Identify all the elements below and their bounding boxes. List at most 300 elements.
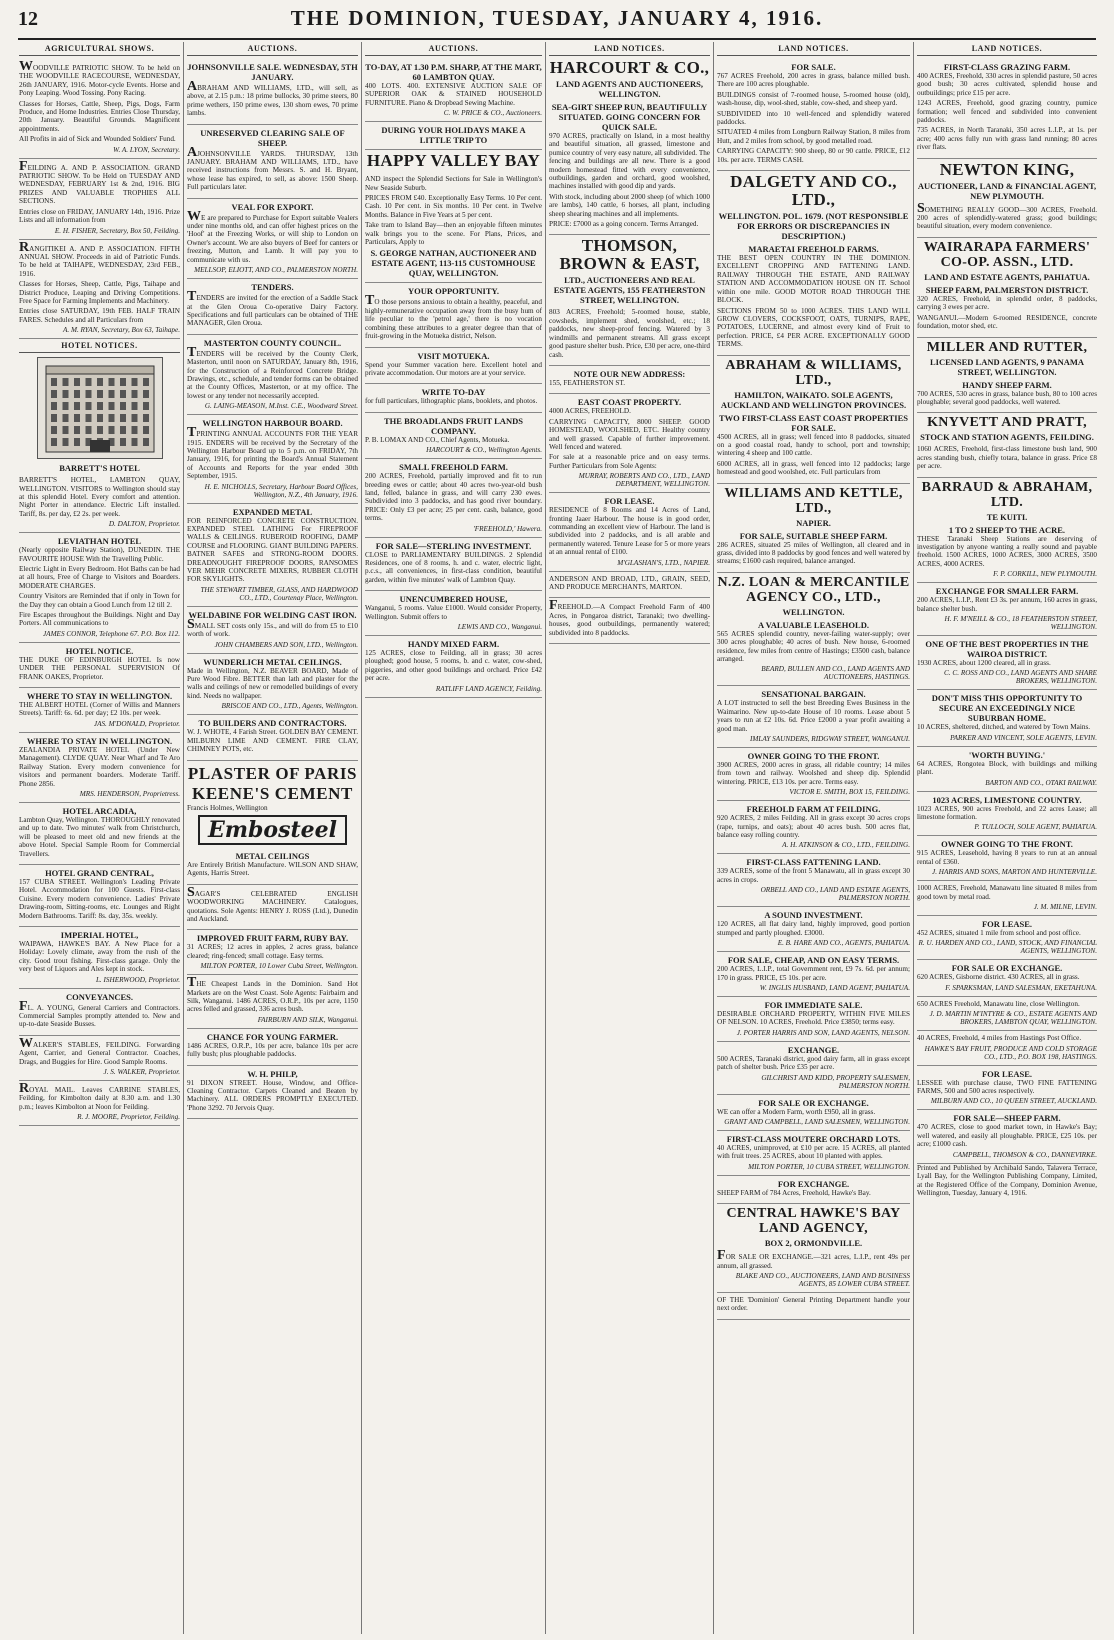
hotel-building-illustration bbox=[38, 358, 162, 458]
ad-paragraph bbox=[549, 418, 710, 452]
ad-body bbox=[917, 1034, 1097, 1042]
advertisement bbox=[187, 715, 358, 760]
column-auctions-2 bbox=[362, 42, 546, 1634]
ad-body bbox=[549, 575, 710, 592]
ad-body bbox=[19, 701, 180, 718]
ad-signature: H. F. M'NEILL & CO., 18 FEATHERSTON STREET, WELLINGTON. bbox=[944, 614, 1097, 631]
ad-signature: J. M. MILNE, LEVIN. bbox=[1033, 903, 1097, 912]
ad-paragraph bbox=[549, 575, 710, 592]
advertisement bbox=[19, 927, 180, 989]
advertiser-subtitle: STOCK AND STATION AGENTS, FEILDING. bbox=[920, 432, 1094, 443]
ad-title: FOR LEASE. bbox=[604, 496, 655, 507]
drop-cap: S bbox=[917, 200, 925, 216]
ad-body bbox=[19, 476, 180, 518]
ad-paragraph bbox=[19, 878, 180, 920]
ad-paragraph bbox=[187, 289, 358, 328]
ad-paragraph bbox=[19, 158, 180, 206]
drop-cap: A bbox=[187, 79, 198, 94]
advertisement bbox=[365, 283, 542, 347]
ad-body bbox=[365, 293, 542, 341]
advertisement bbox=[717, 241, 910, 355]
ad-title: HANDY SHEEP FARM. bbox=[962, 379, 1052, 390]
ad-text: 1060 ACRES, Freehold, first-class limestone bush land, 900 acres standing bush, chiefly totara, balance in grass. Price £8 per acre. bbox=[917, 445, 1097, 471]
brand-line: KEENE'S CEMENT bbox=[192, 783, 353, 803]
ad-title: SHEEP FARM, PALMERSTON DISTRICT. bbox=[925, 284, 1089, 295]
advertisement bbox=[917, 997, 1097, 1031]
ad-title: WUNDERLICH METAL CEILINGS. bbox=[203, 656, 342, 667]
ad-signature: S. GEORGE NATHAN, AUCTIONEER AND ESTATE AGENT, 113-115 CUSTOMHOUSE QUAY, WELLINGTON. bbox=[370, 248, 537, 279]
ad-text: Classes for Horses, Sheep, Cattle, Pigs, Taihape and District Produce, Leaping and Driving Competitions. Free Space for Farming Implements and Machinery. bbox=[19, 280, 180, 305]
ad-body bbox=[717, 72, 910, 164]
ad-text: 40 ACRES, Freehold, 4 miles from Hastings Post Office. bbox=[917, 1034, 1082, 1043]
ad-body bbox=[365, 361, 542, 378]
ad-text: 767 ACRES Freehold, 200 acres in grass, balance milled bush. There are 100 acres ploughable. bbox=[717, 72, 910, 89]
ad-paragraph bbox=[717, 965, 910, 982]
drop-cap: S bbox=[187, 884, 195, 900]
advertisement bbox=[717, 952, 910, 997]
ad-body bbox=[365, 604, 542, 621]
ad-body bbox=[187, 616, 358, 639]
ad-title: FOR LEASE. bbox=[981, 1068, 1033, 1079]
hotel-engraving bbox=[37, 357, 163, 459]
advertisement bbox=[717, 686, 910, 748]
ad-paragraph bbox=[917, 1079, 1097, 1096]
ad-title: EXCHANGE. bbox=[787, 1044, 840, 1055]
plaster-of-paris-brand bbox=[187, 764, 358, 812]
ad-body bbox=[717, 541, 910, 566]
advertisement bbox=[187, 1029, 358, 1066]
ad-text: Country Visitors are Reminded that if only in Town for the Day they can obtain a Good Lunch from 12 till 2. bbox=[19, 592, 180, 609]
drop-cap: F bbox=[19, 998, 28, 1014]
section-header: LAND NOTICES. bbox=[717, 42, 910, 56]
ad-text: 1243 ACRES, Freehold, good grazing country, pumice formation; well fenced and subdivided into convenient paddocks. bbox=[917, 99, 1097, 125]
advertisement bbox=[187, 504, 358, 607]
ad-text: With stock, including about 2000 sheep (of which 1000 are lambs), 140 cattle, 6 horses, all plant, including sheep shearing machines and all implements. bbox=[549, 192, 710, 218]
ad-text: THE BEST OPEN COUNTRY IN THE DOMINION. EXCELLENT CROPPING AND FATTENING LAND. RAILWAY THROUGH THE ESTATE, AND RAILWAY STATION AND ACCOMMODATION HOUSE ON IT. School within one mile. GOOD MOTOR ROAD THROUGH THE BLOCK. bbox=[717, 254, 910, 305]
advertisement bbox=[917, 747, 1097, 792]
ad-text: Classes for Horses, Cattle, Sheep, Pigs, Dogs, Farm Produce, and Home Industries. Entries Close Thursday, 20th January. Beautiful Grounds. Magnificent appointments. bbox=[19, 99, 180, 133]
ad-paragraph bbox=[917, 805, 1097, 822]
advertisement bbox=[917, 201, 1097, 238]
ad-paragraph bbox=[19, 59, 180, 98]
advertiser-subtitle: HAMILTON, WAIKATO. SOLE AGENTS, AUCKLAND AND WELLINGTON PROVINCES. bbox=[720, 389, 907, 410]
ad-text: O those persons anxious to obtain a healthy, peaceful, and highly-remunerative occupation away from the busy hum of life peculiar to the 'petrol age,' there is no vocation combining these attributes to a greater degree than that of fruit-growing in the Motueka district, Nelson. bbox=[365, 298, 542, 341]
ad-body bbox=[917, 805, 1097, 822]
ad-paragraph bbox=[187, 1079, 358, 1113]
ad-signature: E. H. FISHER, Secretary, Box 50, Feilding. bbox=[54, 226, 180, 235]
ad-text: MALL SET costs only 15s., and will do from £5 to £10 worth of work. bbox=[187, 621, 358, 639]
advertisement bbox=[187, 335, 358, 415]
ad-text: 4500 ACRES, all in grass; well fenced into 8 paddocks, situated on a good coastal road, handy to school, port and township; wintering 4 sheep and 100 cattle. bbox=[717, 432, 910, 458]
ad-body bbox=[917, 884, 1097, 901]
ad-title: TO BUILDERS AND CONTRACTORS. bbox=[198, 718, 347, 729]
advertiser-subtitle: WELLINGTON. POL. 1679. (NOT RESPONSIBLE FOR ERRORS OR DISCREPANCIES IN DESCRIPTION.) bbox=[718, 211, 909, 242]
ad-text: PRICES FROM £40. Exceptionally Easy Terms. 10 Per cent. Cash. 10 Per cent. in Six months. 10 Per cent. in Twelve Months. Balance in Five Years at 5 per cent. bbox=[365, 194, 542, 219]
ad-signature: D. DALTON, Proprietor. bbox=[108, 520, 180, 529]
ad-paragraph bbox=[717, 128, 910, 145]
ad-title: VEAL FOR EXPORT. bbox=[231, 201, 314, 212]
ad-paragraph bbox=[917, 723, 1097, 731]
ad-text: Entries close SATURDAY, 19th FEB. HALF TRAIN FARES. Schedules and all Particulars from bbox=[19, 307, 180, 324]
advertisement bbox=[717, 801, 910, 854]
ad-text: 157 CUBA STREET. Wellington's Leading Private Hotel. Accommodation for 100 Guests. First-class Cuisine. Every modern convenience. Ladies' Private Drawing-room, Sitting-rooms, etc. Lounges and Right Modern Bathrooms. Tariff: 8s. day, 35s. weekly. bbox=[19, 877, 180, 920]
advertisement bbox=[187, 279, 358, 335]
ad-paragraph bbox=[187, 144, 358, 192]
ad-body bbox=[365, 649, 542, 683]
ad-text: 620 ACRES, Gisborne district. 430 ACRES, all in grass. bbox=[917, 973, 1080, 982]
ad-text: ANGITIKEI A. AND P. ASSOCIATION. FIFTH ANNUAL SHOW. Proceeds in aid of Patriotic Funds. To be held at TAIHAPE, WEDNESDAY, 23rd FEB., 1916. bbox=[19, 244, 180, 278]
ad-paragraph bbox=[717, 1108, 910, 1116]
ad-paragraph bbox=[187, 616, 358, 639]
ad-body bbox=[717, 920, 910, 937]
advertisement bbox=[717, 1293, 910, 1320]
advertisement bbox=[187, 848, 358, 885]
ad-text: 565 ACRES splendid country, never-failing water-supply; over 300 acres ploughable; 40 acres of bush. New house, 6-roomed residence, few miles from centre of Hastings; £3500 cash, balance arranged. bbox=[717, 629, 910, 663]
ad-text: Are Entirely British Manufacture. WILSON AND SHAW, Agents, Harris Street. bbox=[187, 860, 358, 878]
column-land-notices-3 bbox=[914, 42, 1100, 1634]
ad-text: 1930 ACRES, about 1200 cleared, all in grass. bbox=[917, 658, 1051, 667]
ad-paragraph bbox=[917, 1034, 1097, 1042]
ad-title: DON'T MISS THIS OPPORTUNITY TO SECURE AN EXCEEDINGLY NICE SUBURBAN HOME. bbox=[931, 693, 1083, 724]
ad-text: PRINTING ANNUAL ACCOUNTS FOR THE YEAR 1915. ENDERS will be received by the Secretary of the Wellington Harbour Board up to 5 p.m. on FRIDAY, 7th January, 1916, for printing the Board's Annual Statement of Accounts and Reports for the year ended 30th September, 1915. bbox=[187, 430, 358, 481]
drop-cap: F bbox=[549, 598, 558, 614]
ad-signature: HAWKE'S BAY FRUIT, PRODUCE AND COLD STORAGE CO., LTD., P.O. BOX 198, HASTINGS. bbox=[924, 1044, 1097, 1061]
ad-paragraph bbox=[549, 453, 710, 470]
drop-cap: W bbox=[187, 208, 201, 224]
ad-signature: F. SPARKSMAN, LAND SALESMAN, EKETAHUNA. bbox=[945, 983, 1097, 992]
ad-text: OMETHING REALLY GOOD—300 ACRES, Freehold. 200 acres of splendidly-watered grass; good buildings; beautiful situation, every modern convenience. bbox=[917, 205, 1097, 231]
ad-body bbox=[365, 472, 542, 522]
ad-signature: L. ISHERWOOD, Proprietor. bbox=[95, 975, 180, 984]
ad-body bbox=[717, 1108, 910, 1116]
ad-signature: FAIRBURN AND SILK, Wanganui. bbox=[257, 1015, 358, 1024]
ad-title: DURING YOUR HOLIDAYS MAKE A LITTLE TRIP TO bbox=[381, 125, 526, 146]
advertisement bbox=[917, 690, 1097, 746]
advertiser-name: KNYVETT AND PRATT, bbox=[927, 415, 1087, 431]
ad-body bbox=[19, 158, 180, 225]
ad-body bbox=[19, 1081, 180, 1111]
ad-body bbox=[365, 397, 542, 405]
ad-text: 40 ACRES, unimproved, at £10 per acre. 15 ACRES, all planted with fruit trees. 25 ACRES, about 10 planted with apples. bbox=[717, 1143, 910, 1161]
ad-paragraph bbox=[19, 100, 180, 134]
ad-body bbox=[917, 1123, 1097, 1148]
ad-body bbox=[917, 1000, 1097, 1008]
ad-signature: JAMES CONNOR, Telephone 67. P.O. Box 112. bbox=[42, 629, 180, 638]
section-header: AUCTIONS. bbox=[365, 42, 542, 56]
ad-title: FREEHOLD FARM AT FEILDING. bbox=[746, 804, 881, 815]
ad-paragraph bbox=[19, 239, 180, 279]
advertiser-name: NEWTON KING, bbox=[939, 159, 1075, 179]
advertisement bbox=[717, 1095, 910, 1131]
advertisement bbox=[717, 59, 910, 171]
ad-text: 735 ACRES, in North Taranaki, 350 acres L.I.P., at 1s. per acre; 400 acres fully run with grass land running; 80 acres river flats. bbox=[917, 126, 1097, 152]
ad-signature: RATLIFF LAND AGENCY, Feilding. bbox=[435, 684, 542, 693]
ad-body bbox=[549, 506, 710, 556]
ad-body bbox=[187, 861, 358, 878]
ad-signature: JAS. M'DONALD, Proprietor. bbox=[93, 719, 180, 728]
advertisement bbox=[549, 598, 710, 644]
advertisement bbox=[187, 199, 358, 279]
ad-title: WELDABINE FOR WELDING CAST IRON. bbox=[188, 609, 357, 620]
ad-body bbox=[187, 884, 358, 924]
ad-paragraph bbox=[365, 397, 542, 405]
advertiser-name: HAPPY VALLEY BAY bbox=[366, 151, 541, 171]
ad-paragraph bbox=[917, 884, 1097, 901]
ad-title: MASTERTON COUNTY COUNCIL. bbox=[203, 337, 342, 348]
ad-title: 'WORTH BUYING.' bbox=[968, 749, 1046, 760]
column-auctions-1 bbox=[184, 42, 362, 1634]
column-agricultural-shows bbox=[16, 42, 184, 1634]
ad-paragraph bbox=[717, 1144, 910, 1161]
ad-text: 915 ACRES, Leasehold, having 8 years to run at an annual rental of £360. bbox=[917, 849, 1097, 866]
advertiser-subtitle: LTD., AUCTIONEERS AND REAL ESTATE AGENTS, 155 FEATHERSTON STREET, WELLINGTON. bbox=[553, 275, 706, 306]
advertiser-subtitle: WELLINGTON. bbox=[782, 606, 845, 617]
ad-signature: GILCHRIST AND KIDD, PROPERTY SALESMEN, PALMERSTON NORTH. bbox=[761, 1073, 910, 1090]
advertiser-name: CENTRAL HAWKE'S BAY LAND AGENCY, bbox=[726, 1206, 901, 1237]
ad-body bbox=[717, 814, 910, 839]
ad-title: FOR SALE. bbox=[791, 62, 836, 72]
ad-text: 803 ACRES, Freehold; 5-roomed house, stable, cowsheds, implement shed, woolshed, etc.; 18 paddocks, new sheep-proof fencing. Watered by 3 windmills and permanent streams. All grass except good pasture shelter bush. Price, £30 per acre, one-third cash. bbox=[549, 308, 710, 359]
ad-text: RESIDENCE of 8 Rooms and 14 Acres of Land, fronting Jaaer Harbour. The house is in good order, commanding an excellent view of Harbour. The land is subdivided into 2 paddocks, and is all arable and permanently watered. Tenure Lease for 5 or more years at an annual rental of £100. bbox=[549, 506, 710, 557]
ad-signature: J. D. MARTIN M'INTYRE & CO., ESTATE AGENTS AND BROKERS, LAMBTON QUAY, WELLINGTON. bbox=[929, 1010, 1097, 1027]
ad-signature: ORBELL AND CO., LAND AND ESTATE AGENTS, PALMERSTON NORTH. bbox=[760, 886, 910, 903]
ad-paragraph bbox=[19, 1035, 180, 1066]
ad-title: FOR LEASE. bbox=[981, 919, 1033, 930]
ad-title: TO-DAY, AT 1.30 P.M. SHARP, AT THE MART, 60 LAMBTON QUAY. bbox=[365, 62, 542, 82]
drop-cap: F bbox=[717, 1248, 726, 1264]
ad-body bbox=[549, 308, 710, 358]
ad-body bbox=[717, 1055, 910, 1072]
advertisement bbox=[917, 442, 1097, 477]
ad-text: 920 ACRES, 2 miles Feilding. All in grass except 30 acres crops (rape, turnips, and oats); about 40 acres bush. 500 acres flat, balance easy rolling country. bbox=[717, 814, 910, 840]
ad-signature: BLAKE AND CO., AUCTIONEERS, LAND AND BUSINESS AGENTS, 85 LOWER CUBA STREET. bbox=[735, 1271, 910, 1288]
ad-body bbox=[917, 390, 1097, 407]
ad-body bbox=[917, 723, 1097, 731]
embosteel-brand bbox=[187, 815, 358, 845]
advertisement bbox=[917, 1031, 1097, 1065]
ad-text: THESE Taranaki Sheep Stations are deserving of investigation by anyone wanting a really sound and payable freehold. 1500 ACRES, 1000 ACRES, 3000 ACRES, 3500 ACRES, 4000 ACRES. bbox=[917, 534, 1097, 568]
ad-text: 10 ACRES, sheltered, ditched, and watered by Town Mains. bbox=[917, 723, 1091, 732]
ad-text: 286 ACRES, situated 25 miles of Wellington, all cleared and in grass, divided into 8 paddocks by good fences and well watered by streams; £1600 cash required, balance arranged. bbox=[717, 540, 910, 566]
ad-title: VISIT MOTUEKA. bbox=[417, 350, 490, 361]
advertisement bbox=[917, 1066, 1097, 1111]
ad-text: DESIRABLE ORCHARD PROPERTY, WITHIN FIVE MILES OF NELSON. 10 ACRES, Freehold. Price £3850; terms easy. bbox=[717, 1009, 910, 1027]
advertisement bbox=[19, 989, 180, 1036]
ad-title: HOTEL ARCADIA, bbox=[62, 805, 137, 816]
ad-title: CONVEYANCES. bbox=[66, 991, 133, 1002]
ad-title: FOR SALE—STERLING INVESTMENT. bbox=[375, 540, 532, 551]
ad-signature: HARCOURT & CO., Wellington Agents. bbox=[426, 446, 542, 455]
ad-body bbox=[917, 849, 1097, 866]
ad-text: SHEEP FARM of 784 Acres, Freehold, Hawke's Bay. bbox=[717, 1188, 871, 1197]
ad-paragraph bbox=[365, 604, 542, 621]
ad-signature: LEWIS AND CO., Wanganui. bbox=[457, 623, 542, 631]
ad-paragraph bbox=[917, 849, 1097, 866]
advertiser-subtitle: LAND AND ESTATE AGENTS, PAHIATUA. bbox=[924, 271, 1090, 282]
ad-paragraph bbox=[917, 295, 1097, 312]
ad-body bbox=[19, 1035, 180, 1066]
ad-paragraph bbox=[19, 746, 180, 788]
ad-paragraph bbox=[917, 659, 1097, 667]
advertisement bbox=[187, 975, 358, 1029]
ad-body bbox=[187, 667, 358, 701]
ad-text: Electric Light in Every Bedroom. Hot Baths can be had at all hours, Free of Charge to Visitors and Boarders. MODERATE CHARGES. bbox=[19, 565, 180, 590]
advertisement bbox=[365, 538, 542, 592]
advertisement bbox=[187, 607, 358, 654]
drop-cap: S bbox=[187, 616, 195, 632]
ad-body bbox=[917, 659, 1097, 667]
ad-text: BRAHAM AND WILLIAMS, LTD., will sell, as above, at 2.15 p.m.: 18 prime bullocks, 30 prime steers, 80 prime wethers, 150 prime ewes, 130 shorn ewes, 70 prime lambs. bbox=[187, 84, 358, 118]
ad-title: THE BROADLANDS FRUIT LANDS COMPANY. bbox=[384, 415, 523, 436]
ad-body bbox=[187, 975, 358, 1014]
advertisement bbox=[19, 59, 180, 159]
ad-body bbox=[365, 551, 542, 585]
ad-body bbox=[365, 436, 542, 444]
ad-signature: PARKER AND VINCENT, SOLE AGENTS, LEVIN. bbox=[950, 733, 1097, 742]
ad-text: Made in Wellington, N.Z. BEAVER BOARD, Made of Pure Wood Fibre. BETTER than lath and plaster for the walls and ceilings of new or remodelled buildings of every kind. Needs no wallpaper. bbox=[187, 666, 358, 700]
ad-text: CLOSE to PARLIAMENTARY BUILDINGS. 2 Splendid Residences, one of 8 rooms, h. and c. water, electric light, p.c.s., all conveniences, in first-class condition, beautiful garden, within five minutes' walk of Lambton Quay. bbox=[365, 550, 542, 584]
advertisement bbox=[19, 473, 180, 533]
ad-text: OODVILLE PATRIOTIC SHOW. To be held on THE WOODVILLE RACECOURSE, WEDNESDAY, 26th JANUARY, 1916. Motor-cycle Events. Horse and Pony Leaping. Wood Tossing. Pony Racing. bbox=[19, 64, 180, 98]
ad-body bbox=[717, 1296, 910, 1313]
advertisement bbox=[187, 654, 358, 716]
ad-body bbox=[187, 517, 358, 584]
ad-paragraph bbox=[365, 472, 542, 522]
ad-body bbox=[717, 630, 910, 664]
ad-body bbox=[549, 407, 710, 470]
drop-cap: T bbox=[365, 293, 375, 309]
drop-cap: W bbox=[19, 59, 33, 74]
ad-title: SMALL FREEHOLD FARM. bbox=[399, 462, 508, 473]
ad-signature: W. INGLIS HUSBAND, LAND AGENT, PAHIATUA. bbox=[759, 983, 910, 992]
ad-text: PRICE: £7000 as a going concern. Terms Arranged. bbox=[549, 220, 699, 229]
ad-body bbox=[187, 208, 358, 264]
ad-title: OWNER GOING TO THE FRONT. bbox=[747, 751, 880, 762]
advertiser-name: MILLER AND RUTTER, bbox=[926, 339, 1088, 355]
advertisement bbox=[19, 803, 180, 865]
ad-text: BARRETT'S HOTEL, LAMBTON QUAY, WELLINGTON. VISITORS to Wellington should stay at this splendid Hotel. Every comfort and attention. Night Porter in attendance. Electric Lift installed. Tariff, 8s. per day, £2 2s. per week. bbox=[19, 476, 180, 518]
advertisement bbox=[917, 881, 1097, 916]
ad-paragraph bbox=[917, 314, 1097, 331]
ad-paragraph bbox=[19, 940, 180, 974]
ad-text: E are prepared to Purchase for Export suitable Vealers under nine months old, and can offer highest prices on the 'Hoof' at the Freezing Works, or will ship to London on Owner's account. We are also buyers of Beef for canters or freezing, Mutton, and Lamb. It will pay you to communicate with us. bbox=[187, 213, 358, 264]
ad-text: 6000 ACRES, all in grass, well fenced into 12 paddocks; large homestead and good woolshed, etc. Full particulars from bbox=[717, 459, 910, 477]
ad-body bbox=[19, 878, 180, 920]
ad-paragraph bbox=[187, 861, 358, 878]
ad-body bbox=[187, 144, 358, 192]
brand-line: PLASTER OF PARIS bbox=[187, 763, 358, 783]
advertisement bbox=[917, 522, 1097, 584]
ad-text: WANGANUI.—Modern 6-roomed RESIDENCE, concrete foundation, motor shed, etc. bbox=[917, 313, 1097, 331]
ad-title: FIRST-CLASS FATTENING LAND. bbox=[746, 857, 881, 868]
ad-paragraph bbox=[717, 307, 910, 349]
ad-paragraph bbox=[187, 884, 358, 924]
ad-title: WRITE TO-DAY bbox=[421, 387, 486, 398]
ad-paragraph bbox=[717, 147, 910, 164]
hotel-image-caption: BARRETT'S HOTEL bbox=[59, 463, 140, 474]
ad-text: Take tram to Island Bay—then an enjoyable fifteen minutes walk brings you to the scene. For Plans, Prices, and Particulars, Apply to bbox=[365, 221, 542, 247]
ad-text: 4000 ACRES, FREEHOLD. bbox=[549, 407, 631, 416]
ad-paragraph bbox=[19, 565, 180, 590]
ad-text: LESSEE with purchase clause, TWO FINE FATTENING FARMS, 500 and 500 acres respectively. bbox=[917, 1078, 1097, 1096]
ad-text: ANDERSON AND BROAD, LTD., GRAIN, SEED, AND PRODUCE MERCHANTS, MARTON. bbox=[549, 574, 710, 591]
ad-title: A VALUABLE LEASEHOLD. bbox=[758, 619, 869, 630]
advertisement bbox=[187, 930, 358, 975]
ad-title: YOUR OPPORTUNITY. bbox=[407, 286, 499, 297]
ad-paragraph bbox=[549, 379, 710, 387]
advertisement bbox=[917, 377, 1097, 414]
ad-signature: W. A. LYON, Secretary. bbox=[113, 145, 180, 154]
publisher-imprint: Printed and Published by Archibald Sando, Talavera Terrace, Lyall Bay, for the Wellington Publishing Company, Limited, at the Registered Office of the Company, Dominion Avenue, Wellington, Tuesday, January 4, 1916. bbox=[917, 1163, 1097, 1197]
ad-title: MARAETAI FREEHOLD FARMS. bbox=[748, 244, 879, 255]
advertiser-subtitle: NAPIER. bbox=[796, 517, 831, 528]
ad-text: SITUATED 4 miles from Longburn Railway Station, 8 miles from Hutt, and 2 miles from school, by good metalled road. bbox=[717, 128, 910, 145]
ad-body bbox=[365, 175, 542, 246]
ad-paragraph bbox=[917, 72, 1097, 97]
ad-body bbox=[717, 1248, 910, 1270]
drop-cap: T bbox=[187, 425, 197, 441]
ad-signature: E. B. HARE AND CO., AGENTS, PAHIATUA. bbox=[777, 939, 910, 948]
ad-body bbox=[19, 816, 180, 858]
ad-body bbox=[917, 596, 1097, 613]
advertisement bbox=[917, 583, 1097, 636]
ad-signature: G. LAING-MEASON, M.Inst. C.E., Woodward Street. bbox=[204, 402, 358, 411]
ad-signature: C. C. ROSS AND CO., LAND AGENTS AND SHARE BROKERS, WELLINGTON. bbox=[944, 669, 1097, 686]
ad-signature: M'GLASHAN'S, LTD., NAPIER. bbox=[617, 558, 710, 567]
ad-text: CARRYING CAPACITY: 900 sheep, 80 or 90 cattle. PRICE, £12 10s. per acre. TERMS CASH. bbox=[717, 147, 910, 164]
ad-body bbox=[19, 998, 180, 1029]
ad-title: W. H. PHILP, bbox=[247, 1068, 298, 1079]
ad-signature: J. HARRIS AND SONS, MARTON AND HUNTERVILLE. bbox=[932, 868, 1097, 877]
advertisement bbox=[19, 643, 180, 688]
drop-cap: T bbox=[187, 975, 197, 991]
ad-title: HOTEL NOTICE. bbox=[65, 645, 134, 656]
ad-paragraph bbox=[365, 436, 542, 444]
ad-paragraph bbox=[717, 91, 910, 108]
ad-text: WAIPAWA, HAWKE'S BAY. A New Place for a Holiday: Lovely climate, away from the rush of the city. Good trout fishing. First-class garage. Only the very best of Liquors and Ales kept in stock. bbox=[19, 939, 180, 974]
advertisement bbox=[717, 748, 910, 801]
advertisement bbox=[917, 59, 1097, 159]
ad-signature: H. E. NICHOLLS, Secretary, Harbour Board Offices, Wellington, N.Z., 4th January, 1916. bbox=[204, 482, 358, 499]
ad-paragraph bbox=[717, 814, 910, 839]
ad-paragraph bbox=[19, 816, 180, 858]
ad-signature: MELLSOP, ELIOTT, AND CO., PALMERSTON NORTH. bbox=[194, 266, 358, 275]
ad-paragraph bbox=[917, 535, 1097, 569]
advertisement bbox=[717, 1176, 910, 1204]
ad-body bbox=[549, 132, 710, 228]
drop-cap: T bbox=[187, 289, 197, 305]
ad-body bbox=[917, 200, 1097, 231]
advertiser-subtitle: LAND AGENTS AND AUCTIONEERS, WELLINGTON. bbox=[556, 79, 703, 99]
ad-title: LEVIATHAN HOTEL bbox=[57, 536, 142, 547]
ad-body bbox=[717, 761, 910, 786]
advertisement bbox=[187, 885, 358, 931]
ad-paragraph bbox=[917, 596, 1097, 613]
ad-signature: 'FREEHOLD,' Hawera. bbox=[473, 524, 542, 533]
column-land-notices-2 bbox=[714, 42, 914, 1634]
ad-signature: MURRAY, ROBERTS AND CO., LTD., LAND DEPARTMENT, WELLINGTON. bbox=[578, 472, 710, 489]
ad-text: 1000 ACRES, Freehold, Manawatu line situated 8 miles from good town by metal road. bbox=[917, 884, 1097, 901]
ad-paragraph bbox=[917, 929, 1097, 937]
ad-paragraph bbox=[549, 506, 710, 556]
ad-title: FIRST-CLASS GRAZING FARM. bbox=[943, 62, 1071, 72]
masthead bbox=[0, 0, 1114, 40]
ad-body bbox=[717, 965, 910, 982]
advertisement bbox=[19, 865, 180, 927]
ad-text: 31 ACRES; 12 acres in apples, 2 acres grass, balance cleared; ring-fenced; small cottage. Easy terms. bbox=[187, 943, 358, 960]
advertisement bbox=[187, 125, 358, 199]
advertisement bbox=[19, 533, 180, 643]
